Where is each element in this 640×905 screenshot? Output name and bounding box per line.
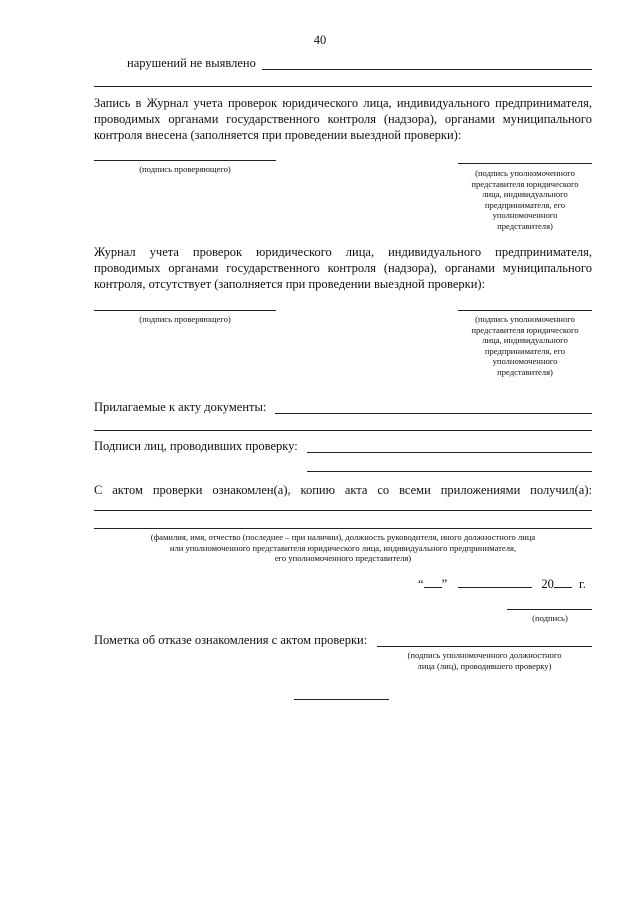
date-open-quote: “ <box>418 577 424 591</box>
journal-absent-line-2: проводимых органами государственного контроля (надзора), органами муниципального <box>94 261 592 275</box>
end-separator-line <box>294 699 389 700</box>
page-number: 40 <box>313 33 327 47</box>
date-year-prefix: 20 <box>541 577 554 591</box>
representative-signature-caption: (подпись уполномоченного представителя юридического лица, индивидуального предпринимателя, его уполномоченного представителя) <box>471 168 579 231</box>
official-signature-caption: (подпись уполномоченного должностного лица (лиц), проводившего проверку) <box>407 650 562 671</box>
inspectors-signatures-line-2[interactable] <box>307 471 592 472</box>
inspector-signature-caption: (подпись проверяющего) <box>139 164 231 174</box>
journal-entry-line-2: проводимых органами государственного контроля (надзора), органами муниципального <box>94 112 592 126</box>
representative-signature-line[interactable] <box>458 163 592 164</box>
inspector-signature-line[interactable] <box>94 160 276 161</box>
acquainted-line-2[interactable] <box>94 528 592 529</box>
date-year-suffix: г. <box>579 577 586 591</box>
acquainted-line-1[interactable] <box>94 510 592 511</box>
inspector-signature-line-2[interactable] <box>94 310 276 311</box>
no-violations-label: нарушений не выявлено <box>127 56 256 70</box>
journal-absent-line-1: Журнал учета проверок юридического лица, индивидуального предпринимателя, <box>94 245 592 259</box>
date-close-quote: ” <box>441 577 448 591</box>
attached-documents-label: Прилагаемые к акту документы: <box>94 400 267 414</box>
date-field <box>418 577 592 593</box>
journal-entry-line-3: контроля внесена (заполняется при проведении выездной проверки): <box>94 128 462 142</box>
acquainted-text: С актом проверки ознакомлен(а), копию акта со всеми приложениями получил(а): <box>94 483 592 497</box>
journal-absent-line-3: контроля, отсутствует (заполняется при проведении выездной проверки): <box>94 277 486 291</box>
refusal-note-line[interactable] <box>377 646 592 647</box>
inspector-signature-caption-2: (подпись проверяющего) <box>139 314 231 324</box>
signature-line[interactable] <box>507 609 592 610</box>
representative-signature-line-2[interactable] <box>458 310 592 311</box>
inspectors-signatures-line-1[interactable] <box>307 452 592 453</box>
acquainted-caption: (фамилия, имя, отчество (последнее – при наличии), должность руководителя, иного должностного лица или уполномоченного представителя юридического лица, индивидуального предпринимателя, его уполномоченного представителя) <box>150 532 536 563</box>
attached-documents-line[interactable] <box>275 413 592 414</box>
representative-signature-caption-2: (подпись уполномоченного представителя юридического лица, индивидуального предпринимателя, его уполномоченного представителя) <box>471 314 579 377</box>
date-month-field[interactable] <box>458 587 532 588</box>
no-violations-line-2[interactable] <box>94 86 592 87</box>
signature-caption: (подпись) <box>532 613 568 623</box>
date-year-field[interactable] <box>554 587 572 588</box>
refusal-note-label: Пометка об отказе ознакомления с актом проверки: <box>94 633 368 647</box>
inspectors-signatures-label: Подписи лиц, проводивших проверку: <box>94 439 298 453</box>
journal-entry-line-1: Запись в Журнал учета проверок юридического лица, индивидуального предпринимателя, <box>94 96 592 110</box>
date-day-field[interactable] <box>424 587 442 588</box>
no-violations-line[interactable] <box>262 69 592 70</box>
attached-documents-line-2[interactable] <box>94 430 592 431</box>
